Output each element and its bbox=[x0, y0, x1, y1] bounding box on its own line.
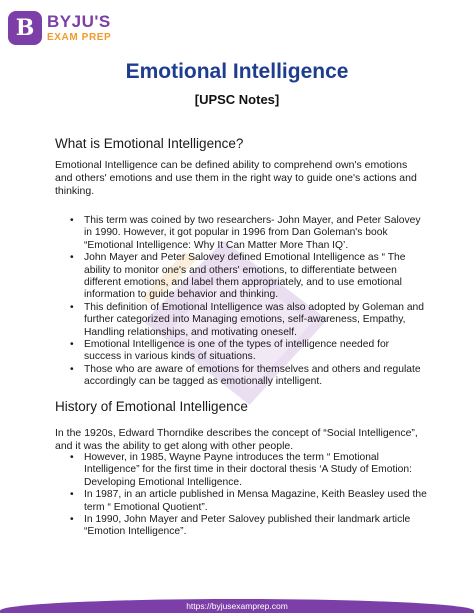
list-item: • Emotional Intelligence is one of the types of intelligence needed for success in various kinds of situations. bbox=[70, 339, 428, 364]
list-item: • In 1990, John Mayer and Peter Salovey published their landmark article “Emotion Intelligence”. bbox=[70, 514, 428, 539]
list-item: • However, in 1985, Wayne Payne introduces the term “ Emotional Intelligence” for the first time in their doctoral thesis ‘A Study of Emotion: Developing Emotional Intelligence. bbox=[70, 452, 428, 489]
list-item: • In 1987, in an article published in Mensa Magazine, Keith Beasley used the term “ Emotional Quotient”. bbox=[70, 489, 428, 514]
footer-bar bbox=[0, 599, 474, 613]
section-paragraph-definition: Emotional Intelligence can be defined ability to comprehend own's emotions and others' emotions and use them in the right way to guide one's actions and thinking. bbox=[55, 159, 417, 197]
history-bullet-list bbox=[70, 452, 428, 539]
page-subtitle: [UPSC Notes] bbox=[194, 92, 280, 107]
section-heading-history: History of Emotional Intelligence bbox=[55, 399, 248, 414]
page-title: Emotional Intelligence bbox=[125, 60, 349, 83]
list-item: • This term was coined by two researchers- John Mayer, and Peter Salovey in 1990. However, it got popular in 1996 from Dan Goleman's book “Emotional Intelligence: Why It Can Matter More Than IQ’. bbox=[70, 215, 428, 252]
logo-text bbox=[47, 13, 111, 43]
logo-badge bbox=[8, 11, 42, 45]
list-item: • John Mayer and Peter Salovey defined Emotional Intelligence as “ The ability to monitor one's and others' emotions, to differentiate between different emotions, and label them appropriately, and to use emotional information to guide behavior and thinking. bbox=[70, 252, 428, 302]
list-item: • Those who are aware of emotions for themselves and others and regulate accordingly can be tagged as emotionally intelligent. bbox=[70, 364, 428, 389]
byjus-logo bbox=[8, 8, 128, 48]
section-heading-what-is: What is Emotional Intelligence? bbox=[55, 136, 244, 151]
footer-url-link[interactable]: https://byjusexamprep.com bbox=[186, 601, 288, 611]
logo-letter: B bbox=[15, 15, 35, 41]
logo-brand-name: BYJU'S bbox=[47, 12, 111, 31]
list-item: • This definition of Emotional Intelligence was also adopted by Goleman and further categorized into Managing emotions, self-awareness, Empathy, Handling relationships, and motivating oneself. bbox=[70, 302, 428, 339]
page-footer bbox=[0, 589, 474, 613]
section-paragraph-history: In the 1920s, Edward Thorndike describes the concept of “Social Intelligence”, and it was the ability to get along with other people. bbox=[55, 427, 418, 452]
definition-bullet-list bbox=[70, 215, 428, 389]
logo-brand-sub: EXAM PREP bbox=[47, 32, 112, 43]
